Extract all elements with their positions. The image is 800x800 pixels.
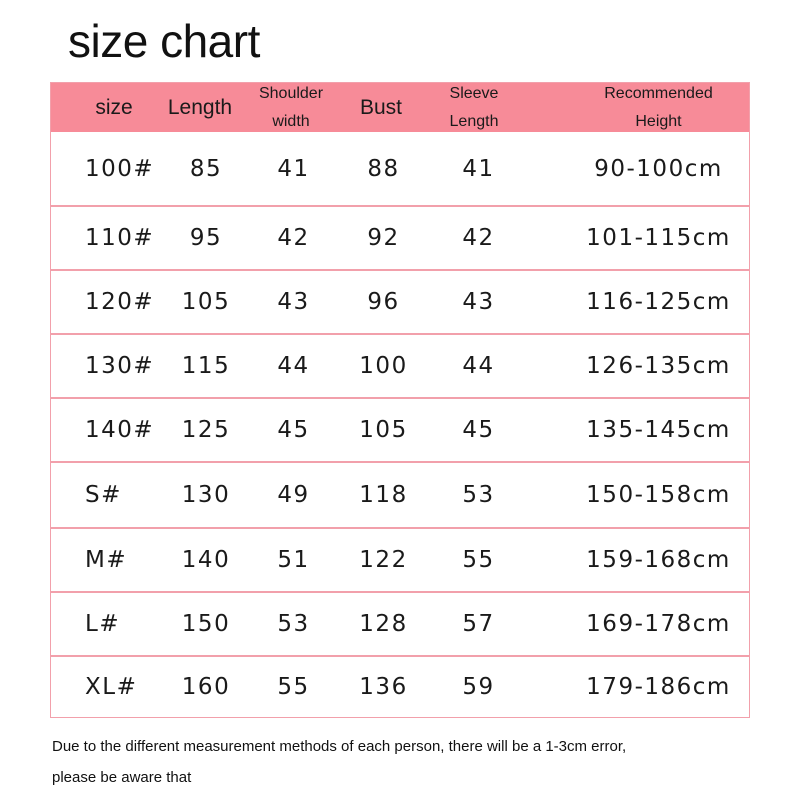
header-sleeve-line2: Length	[449, 112, 499, 130]
cell-bust: 118	[359, 482, 408, 508]
cell-shoulder: 42	[277, 225, 310, 251]
cell-shoulder: 53	[277, 611, 310, 637]
cell-sleeve: 42	[462, 225, 495, 251]
cell-height: 126-135cm	[586, 353, 731, 379]
cell-bust: 100	[359, 353, 408, 379]
cell-height: 179-186cm	[586, 674, 731, 700]
cell-bust: 92	[367, 225, 400, 251]
measurement-note	[52, 731, 772, 793]
cell-size: S#	[85, 482, 122, 508]
cell-shoulder: 44	[277, 353, 310, 379]
cell-sleeve: 59	[462, 674, 495, 700]
cell-height: 90-100cm	[594, 155, 723, 182]
cell-height: 169-178cm	[586, 611, 731, 637]
cell-size: 100#	[85, 155, 155, 182]
header-bust: Bust	[359, 95, 403, 119]
cell-length: 150	[181, 611, 231, 637]
cell-bust: 128	[359, 611, 408, 637]
table-row	[51, 461, 749, 527]
table-header	[51, 83, 749, 132]
table-row	[51, 269, 749, 333]
table-row	[51, 333, 749, 397]
cell-bust: 105	[359, 417, 408, 443]
cell-size: 140#	[85, 417, 155, 443]
header-sleeve-length	[424, 83, 524, 132]
header-shoulder-width	[241, 83, 341, 132]
cell-size: 110#	[85, 225, 155, 251]
note-line-2: please be aware that	[52, 769, 192, 786]
header-shoulder-line2: width	[272, 112, 310, 130]
table-row	[51, 591, 749, 655]
cell-bust: 136	[359, 674, 408, 700]
header-height-line1: Recommended	[604, 84, 713, 102]
page-title: size chart	[68, 15, 260, 67]
note-line-1: Due to the different measurement methods of each person, there will be a 1-3cm error,	[52, 738, 627, 755]
cell-sleeve: 45	[462, 417, 495, 443]
cell-size: 130#	[85, 353, 155, 379]
cell-size: M#	[85, 547, 128, 573]
cell-length: 115	[181, 353, 231, 379]
cell-shoulder: 55	[277, 674, 310, 700]
table-row	[51, 397, 749, 461]
cell-bust: 88	[367, 155, 400, 182]
cell-shoulder: 43	[277, 289, 310, 315]
table-row	[51, 205, 749, 269]
header-recommended-height	[571, 83, 746, 132]
table-row	[51, 527, 749, 591]
cell-sleeve: 53	[462, 482, 495, 508]
cell-size: L#	[85, 611, 121, 637]
cell-height: 159-168cm	[586, 547, 731, 573]
header-size: size	[95, 95, 133, 119]
cell-sleeve: 41	[462, 155, 495, 182]
cell-sleeve: 57	[462, 611, 495, 637]
cell-length: 160	[181, 674, 231, 700]
size-table	[50, 82, 750, 718]
cell-sleeve: 43	[462, 289, 495, 315]
header-shoulder-line1: Shoulder	[258, 84, 324, 102]
cell-length: 140	[181, 547, 231, 573]
cell-bust: 96	[367, 289, 400, 315]
cell-shoulder: 41	[277, 155, 310, 182]
cell-sleeve: 55	[462, 547, 495, 573]
cell-size: 120#	[85, 289, 155, 315]
cell-height: 116-125cm	[586, 289, 731, 315]
cell-shoulder: 49	[277, 482, 310, 508]
header-sleeve-line1: Sleeve	[449, 84, 499, 102]
cell-height: 150-158cm	[586, 482, 731, 508]
table-row	[51, 132, 749, 205]
cell-height: 135-145cm	[586, 417, 731, 443]
header-height-line2: Height	[635, 112, 682, 130]
cell-height: 101-115cm	[586, 225, 731, 251]
cell-length: 95	[189, 225, 223, 251]
cell-shoulder: 51	[277, 547, 310, 573]
table-row	[51, 655, 749, 717]
cell-sleeve: 44	[462, 353, 495, 379]
cell-bust: 122	[359, 547, 408, 573]
cell-length: 85	[189, 155, 223, 182]
header-length: Length	[167, 95, 233, 119]
cell-length: 125	[181, 417, 231, 443]
cell-shoulder: 45	[277, 417, 310, 443]
cell-size: XL#	[85, 674, 138, 700]
cell-length: 105	[181, 289, 231, 315]
cell-length: 130	[181, 482, 231, 508]
